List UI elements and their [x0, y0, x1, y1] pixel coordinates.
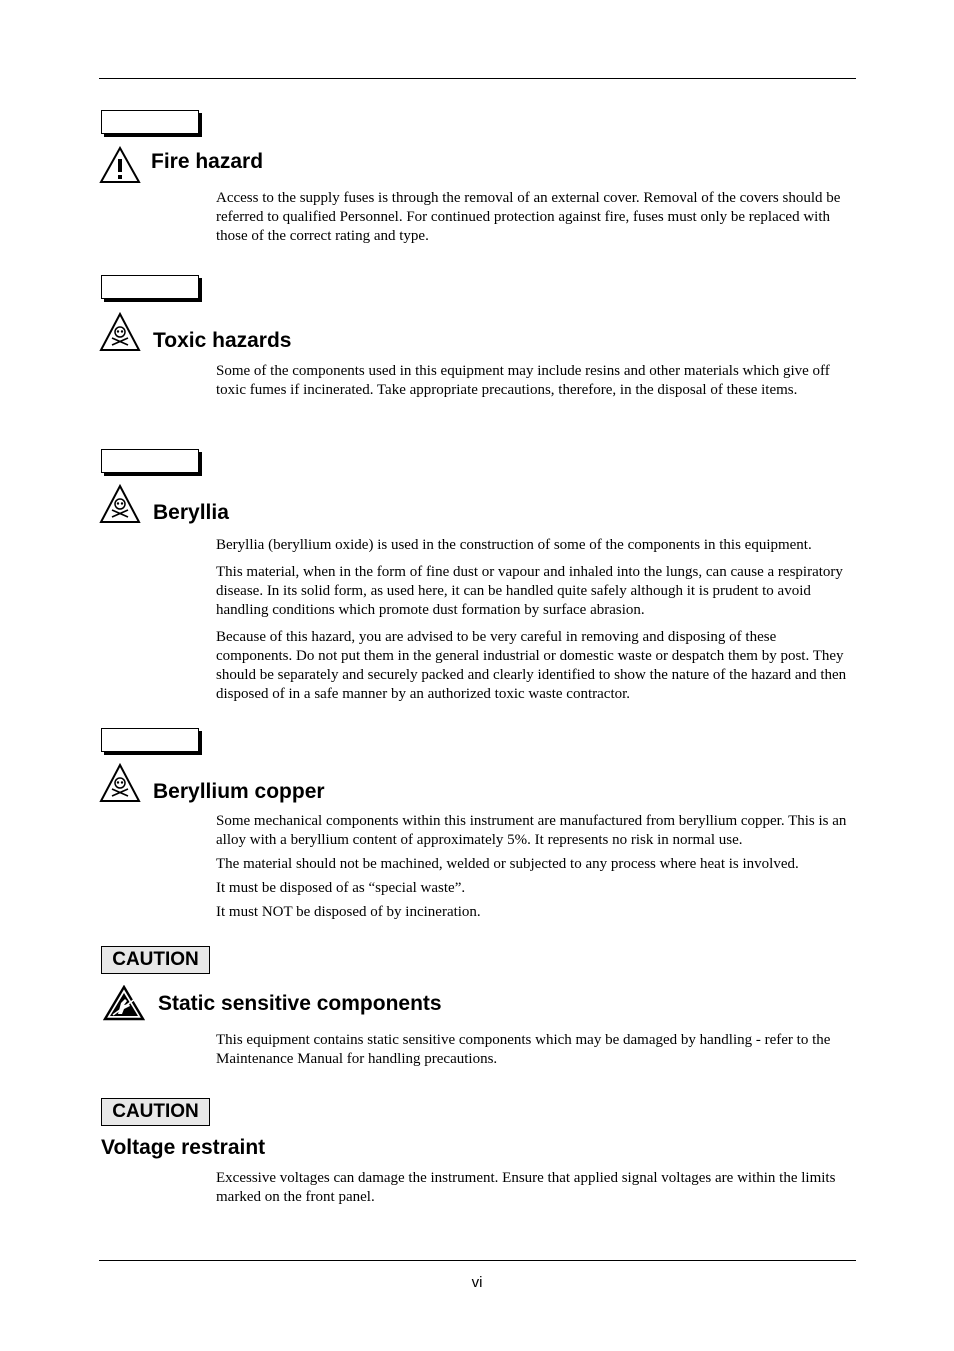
paragraph: Some of the components used in this equipment may include resins and other materials which give off toxic fumes if incinerated. Take appropriate precautions, therefore, in the disposal of these items. — [216, 363, 830, 398]
caution-label: CAUTION — [101, 946, 210, 974]
section-body-static-sensitive — [216, 1031, 856, 1077]
paragraph: This material, when in the form of fine dust or vapour and inhaled into the lungs, can cause a respiratory disease. In its solid form, as used here, it can be handled quite safely although it is prudent to avoid handling conditions which promote dust formation by surface abrasion. — [216, 564, 843, 618]
section-heading-beryllium-copper: Beryllium copper — [153, 780, 325, 803]
paragraph: This equipment contains static sensitive components which may be damaged by handling - refer to the Maintenance Manual for handling precautions. — [216, 1032, 831, 1067]
section-heading-static-sensitive: Static sensitive components — [158, 992, 442, 1015]
caution-label: CAUTION — [101, 1098, 210, 1126]
warning-exclamation-icon — [99, 146, 141, 184]
paragraph: Because of this hazard, you are advised to be very careful in removing and disposing of these components. Do not put them in the general industrial or domestic waste or despatch them by post. They should be separately and securely packed and clearly identified to show the nature of the hazard and then disposed of in a safe manner by an authorized toxic waste contractor. — [216, 629, 847, 702]
paragraph: It must NOT be disposed of by incineration. — [216, 904, 481, 920]
section-heading-fire-hazard: Fire hazard — [151, 150, 264, 173]
paragraph: Access to the supply fuses is through the removal of an external cover. Removal of the covers should be referred to qualified Personnel. For continued protection against fire, fuses must only be replaced with those of the correct rating and type. — [216, 190, 841, 244]
footer-rule — [99, 1260, 856, 1261]
skull-crossbones-icon — [99, 763, 141, 803]
section-body-voltage-restraint — [216, 1169, 856, 1215]
section-heading-beryllia: Beryllia — [153, 501, 229, 524]
paragraph: The material should not be machined, welded or subjected to any process where heat is involved. — [216, 856, 799, 872]
esd-static-sensitive-icon — [103, 985, 145, 1021]
section-body-beryllia — [216, 536, 856, 712]
page-number: vi — [471, 1274, 483, 1291]
skull-crossbones-icon — [99, 484, 141, 524]
paragraph: It must be disposed of as “special waste”. — [216, 880, 466, 896]
section-body-fire-hazard — [216, 189, 856, 254]
section-heading-toxic-hazards: Toxic hazards — [153, 329, 292, 352]
section-body-toxic-hazards — [216, 362, 856, 408]
warning-label-box — [101, 110, 199, 134]
header-rule — [99, 78, 856, 79]
section-heading-voltage-restraint: Voltage restraint — [101, 1136, 266, 1159]
warning-label-box — [101, 728, 199, 752]
skull-crossbones-icon — [99, 312, 141, 352]
paragraph: Beryllia (beryllium oxide) is used in the construction of some of the components in this equipment. — [216, 537, 812, 553]
paragraph: Some mechanical components within this instrument are manufactured from beryllium copper. This is an alloy with a beryllium content of approximately 5%. It represents no risk in normal use. — [216, 813, 847, 848]
warning-label-box — [101, 275, 199, 299]
paragraph: Excessive voltages can damage the instrument. Ensure that applied signal voltages are within the limits marked on the front panel. — [216, 1170, 836, 1205]
warning-label-box — [101, 449, 199, 473]
section-body-beryllium-copper — [216, 812, 856, 927]
